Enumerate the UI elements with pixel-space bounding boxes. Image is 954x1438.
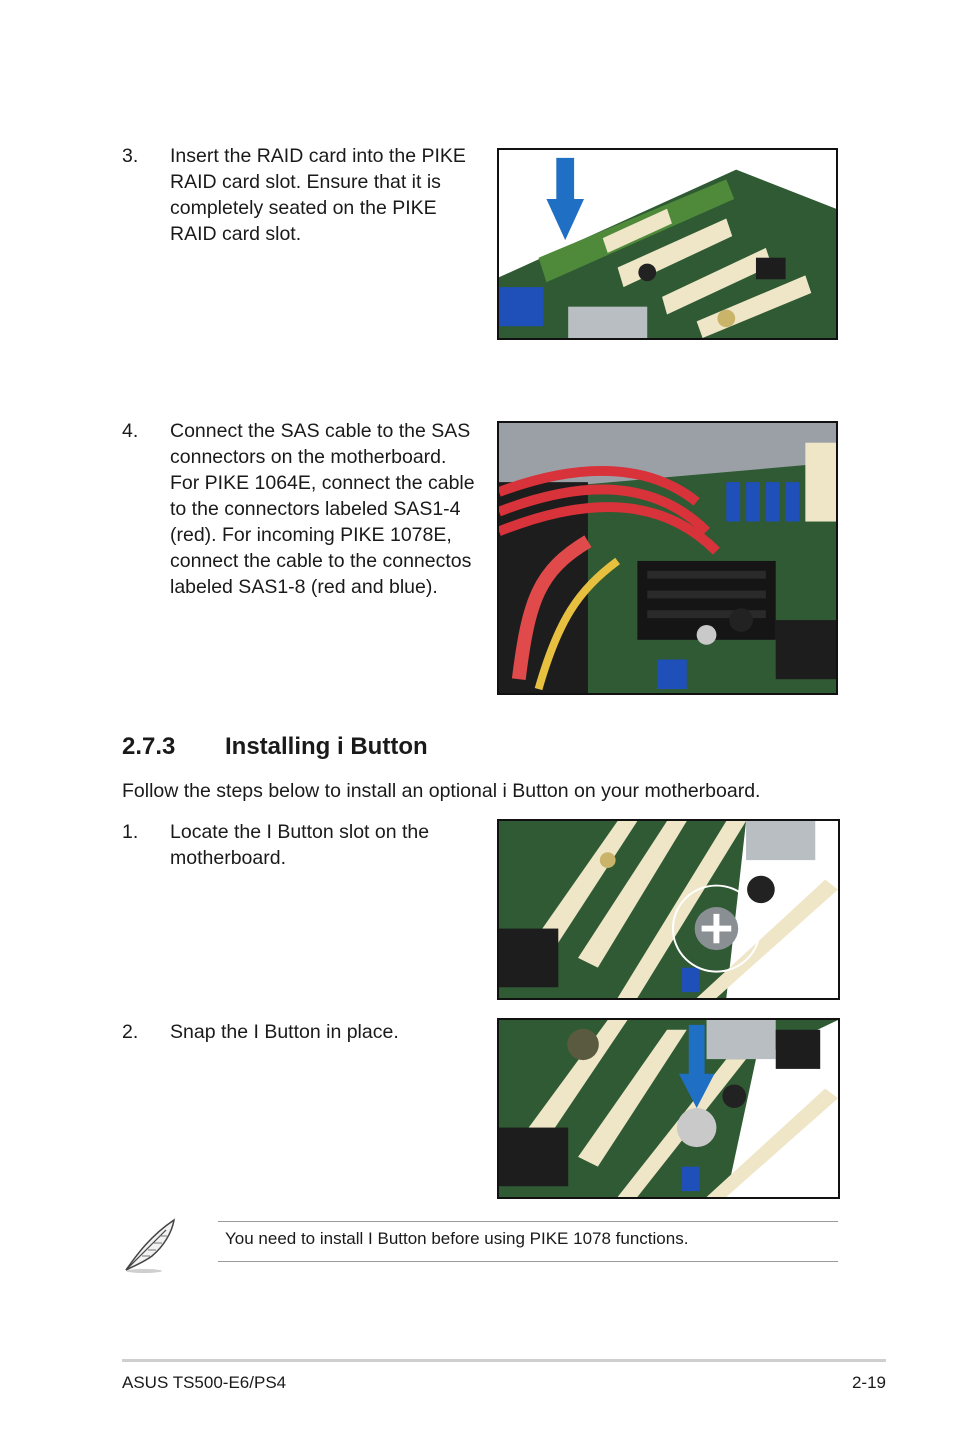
- note-text: You need to install I Button before using PIKE 1078 functions.: [225, 1229, 689, 1248]
- step-4-number: 4.: [122, 420, 139, 442]
- feather-pen-icon: [122, 1216, 180, 1274]
- ibutton-snap-illustration: [499, 1020, 838, 1197]
- section-intro: Follow the steps below to install an optional i Button on your motherboard.: [122, 780, 761, 802]
- footer-rule: [122, 1359, 886, 1362]
- ibutton-slot-photo: [497, 819, 840, 1000]
- ibutton-slot-illustration: [499, 821, 838, 998]
- step-1-text: Locate the I Button slot on the motherboard.: [170, 821, 430, 869]
- raid-card-illustration: [499, 150, 836, 338]
- note-bottom-rule: [218, 1261, 838, 1262]
- step-2-text: Snap the I Button in place.: [170, 1021, 399, 1043]
- section-title: Installing i Button: [225, 733, 428, 760]
- step-4-text: Connect the SAS cable to the SAS connectors on the motherboard. For PIKE 1064E, connect the cable to the connectors labeled SAS1-4 (red). For incoming PIKE 1078E, connect the cable to the connectos labeled SAS1-8 (red and blue).: [170, 420, 475, 598]
- sas-cable-illustration: [499, 423, 836, 693]
- footer-page-number: 2-19: [851, 1373, 886, 1392]
- note-top-rule: [218, 1221, 838, 1222]
- sas-cable-photo: [497, 421, 838, 695]
- section-number: 2.7.3: [122, 733, 176, 760]
- step-1-number: 1.: [122, 821, 139, 843]
- ibutton-snap-photo: [497, 1018, 840, 1199]
- step-3-text: Insert the RAID card into the PIKE RAID card slot. Ensure that it is completely seated on the PIKE RAID card slot.: [170, 145, 466, 245]
- footer-product-name: ASUS TS500-E6/PS4: [122, 1373, 287, 1392]
- step-3-number: 3.: [122, 145, 139, 167]
- step-2-number: 2.: [122, 1021, 139, 1043]
- raid-card-photo: [497, 148, 838, 340]
